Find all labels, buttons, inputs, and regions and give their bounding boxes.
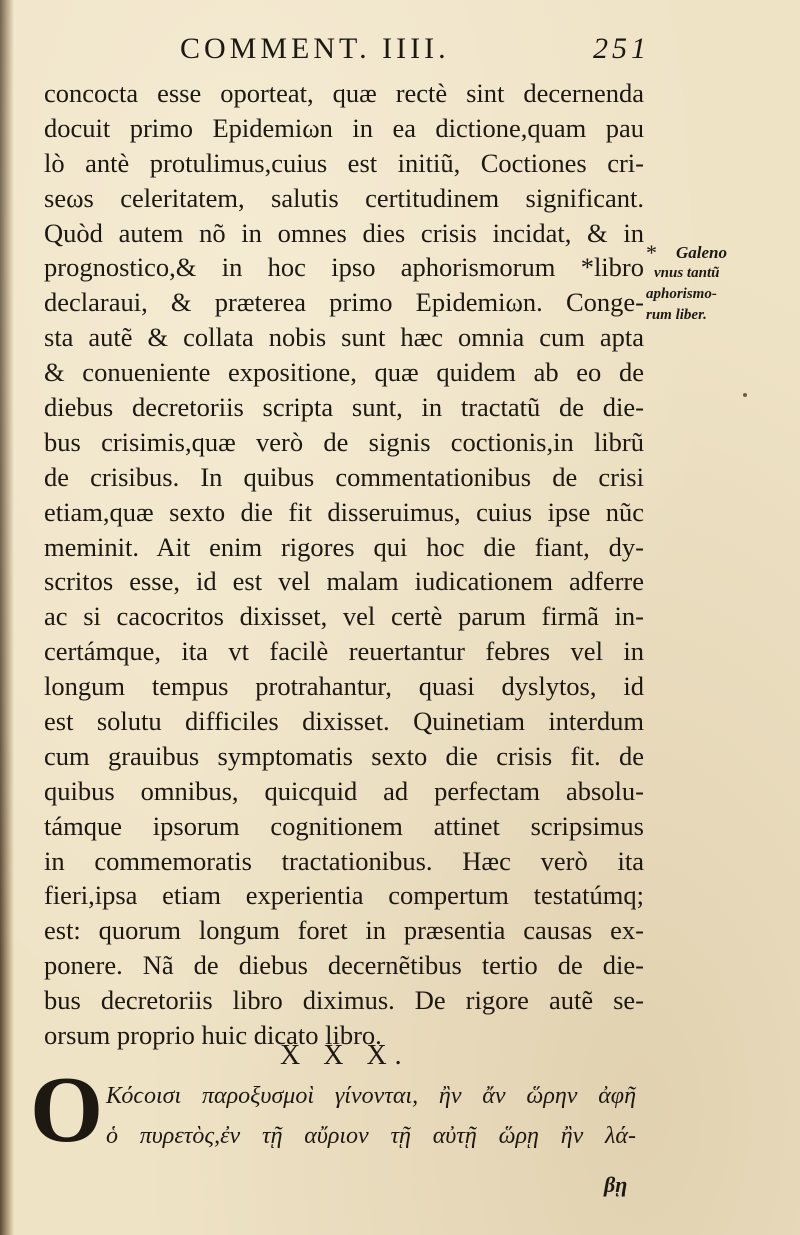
text-line: Quòd autem nõ in omnes dies crisis incidat, & in: [44, 217, 644, 248]
text-line: ac si cacocritos dixisset, vel certè parum firmã in-: [44, 601, 644, 632]
greek-line: ὁ πυρετὸς,ἐν τῇ αὔριον τῇ αὐτῇ ὥρῃ ἢν λά-: [106, 1123, 636, 1149]
text-line: declaraui, & præterea primo Epidemiωn. Conge-: [44, 287, 644, 318]
text-line: est solutu difficiles dixisset. Quinetiam interdum: [44, 706, 644, 737]
catchword: βῃ: [604, 1172, 628, 1197]
text-line: orsum proprio huic dicato libro.: [44, 1020, 382, 1051]
text-line: prognostico,& in hoc ipso aphorismorum *libro: [44, 252, 644, 283]
note-line: aphorismo-: [646, 286, 717, 302]
greek-line: Κόϲοισι παροξυσμοὶ γίνονται, ἢν ἄν ὥρην ἀφῆ: [106, 1083, 636, 1109]
text-line: est: quorum longum foret in præsentia causas ex-: [44, 915, 644, 946]
section-number: X X X.: [280, 1040, 410, 1071]
commentary-text: [44, 76, 644, 1053]
ink-speck: [743, 393, 747, 397]
text-line: támque ipsorum cognitionem attinet scripsimus: [44, 810, 644, 841]
text-line: de crisibus. In quibus commentationibus de crisi: [44, 461, 644, 492]
text-line: & conueniente expositione, quæ quidem ab eo de: [44, 357, 644, 388]
text-line: longum tempus protrahantur, quasi dyslytos, id: [44, 671, 644, 702]
text-line: quibus omnibus, quicquid ad perfectam absolu-: [44, 775, 644, 806]
text-line: docuit primo Epidemiωn in ea dictione,quam pau: [44, 112, 644, 143]
text-line: diebus decretoriis scripta sunt, in tractatũ de die-: [44, 392, 644, 423]
note-asterisk: *: [646, 240, 657, 265]
text-line: concocta esse oporteat, quæ rectè sint decernenda: [44, 78, 644, 108]
text-line: ponere. Nã de diebus decernẽtibus tertio de die-: [44, 950, 644, 981]
drop-cap: O: [30, 1058, 104, 1162]
running-head: COMMENT. IIII.: [180, 32, 450, 65]
text-line: in commemoratis tractationibus. Hæc verò ita: [44, 845, 644, 876]
text-line: certámque, ita vt facilè reuertantur febres vel in: [44, 636, 644, 667]
text-line: meminit. Ait enim rigores qui hoc die fiant, dy-: [44, 531, 644, 562]
text-line: seωs celeritatem, salutis certitudinem significant.: [44, 182, 644, 213]
note-line: rum liber.: [646, 307, 707, 323]
text-line: bus decretoriis libro diximus. De rigore autẽ se-: [44, 985, 644, 1016]
page-number: 251: [593, 32, 650, 65]
greek-aphorism: [106, 1076, 636, 1156]
text-line: etiam,quæ sexto die fit disseruimus, cuius ipse nũc: [44, 496, 644, 527]
note-line: Galeno: [676, 243, 727, 262]
note-line: vnus tantũ: [654, 265, 720, 281]
text-line: lò antè protulimus,cuius est initiũ, Coctiones cri-: [44, 147, 644, 178]
text-line: sta autẽ & collata nobis sunt hæc omnia cum apta: [44, 322, 644, 353]
text-line: scritos esse, id est vel malam iudicationem adferre: [44, 566, 644, 597]
text-line: cum grauibus symptomatis sexto die crisis fit. de: [44, 740, 644, 771]
page-header: [180, 32, 650, 72]
text-line: fieri,ipsa etiam experientia compertum testatúmq;: [44, 880, 644, 911]
marginal-note: [646, 242, 756, 326]
text-line: bus crisimis,quæ verò de signis coctionis,in librũ: [44, 426, 644, 457]
